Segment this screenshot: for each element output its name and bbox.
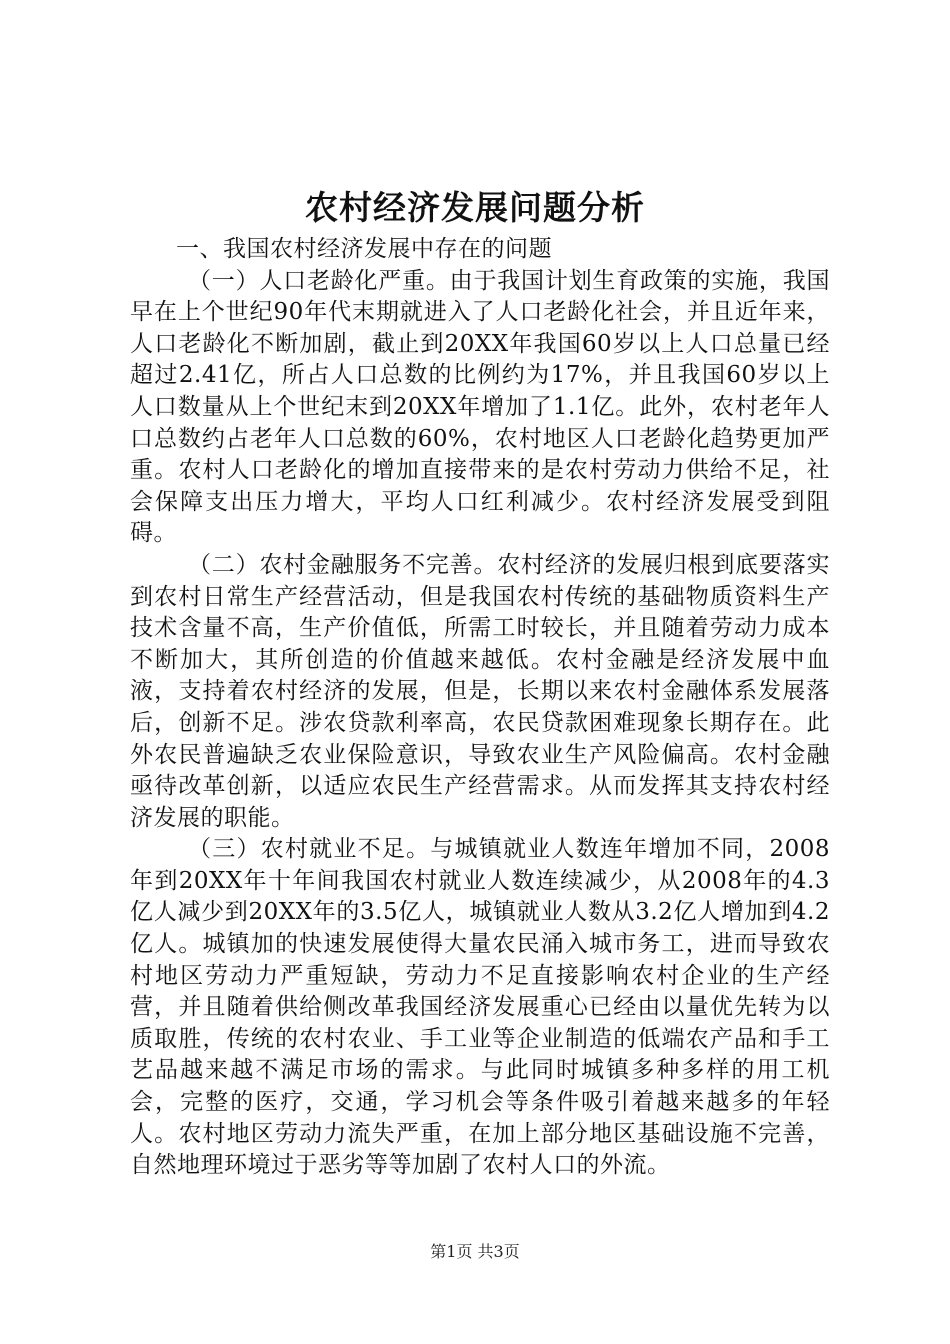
section-heading: 一、我国农村经济发展中存在的问题 [176,236,552,262]
paragraph-rural-finance: （二）农村金融服务不完善。农村经济的发展归根到底要落实到农村日常生产经营活动，但是我国农村传统的基础物质资料生产技术含量不高，生产价值低，所需工时较长，并且随着劳动力成本不断加大，其所创造的价值越来越低。农村金融是经济发展中血液，支持着农村经济的发展，但是，长期以来农村金融体系发展落后，创新不足。涉农贷款利率高，农民贷款困难现象长期存在。此外农民普遍缺乏农业保险意识，导致农业生产风险偏高。农村金融亟待改革创新，以适应农民生产经营需求。从而发挥其支持农村经济发展的职能。 [130,551,830,831]
paragraph-rural-employment: （三）农村就业不足。与城镇就业人数连年增加不同，2008年到20XX年十年间我国农村就业人数连续减少，从2008年的4.3亿人减少到20XX年的3.5亿人，城镇就业人数从3.2亿人增加到4.2亿人。城镇加的快速发展使得大量农民涌入城市务工，进而导致农村地区劳动力严重短缺，劳动力不足直接影响农村企业的生产经营，并且随着供给侧改革我国经济发展重心已经由以量优先转为以质取胜，传统的农村农业、手工业等企业制造的低端农产品和手工艺品越来越不满足市场的需求。与此同时城镇多种多样的用工机会，完整的医疗，交通，学习机会等条件吸引着越来越多的年轻人。农村地区劳动力流失严重，在加上部分地区基础设施不完善，自然地理环境过于恶劣等等加剧了农村人口的外流。 [130,836,830,1179]
page-number-footer: 第1页 共3页 [430,1242,520,1261]
paragraph-aging-population: （一）人口老龄化严重。由于我国计划生育政策的实施，我国早在上个世纪90年代末期就进入了人口老龄化社会，并且近年来，人口老龄化不断加剧，截止到20XX年我国60岁以上人口总量已经超过2.41亿，所占人口总数的比例约为17%，并且我国60岁以上人口数量从上个世纪末到20XX年增加了1.1亿。此外，农村老年人口总数约占老年人口总数的60%，农村地区人口老龄化趋势更加严重。农村人口老龄化的增加直接带来的是农村劳动力供给不足，社会保障支出压力增大，平均人口红利减少。农村经济发展受到阻碍。 [130,267,830,547]
document-body [130,234,830,1182]
document-title: 农村经济发展问题分析 [305,188,645,227]
